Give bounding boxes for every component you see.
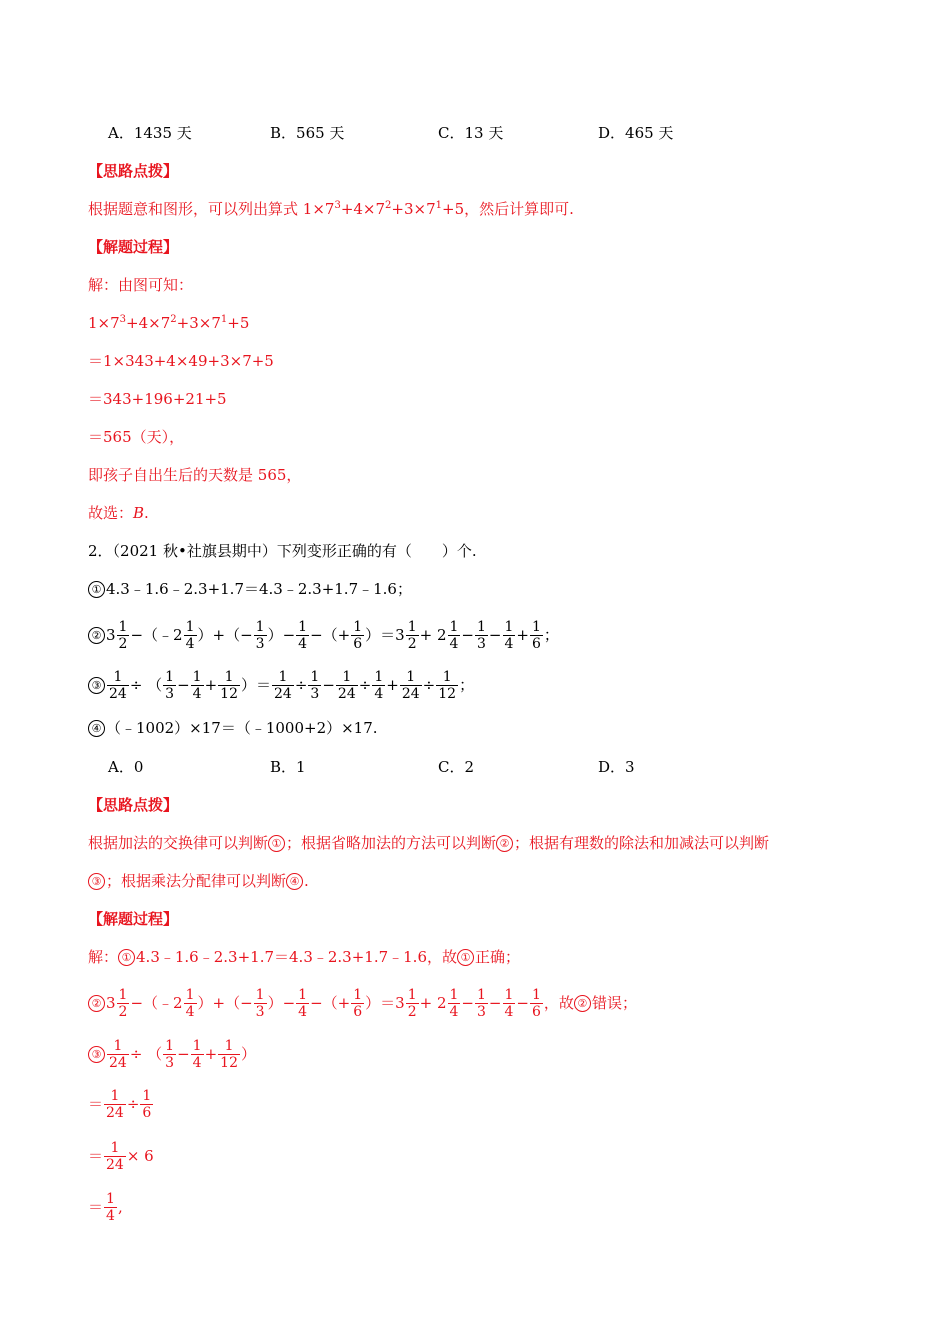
q2-option-d: D．3 <box>598 758 635 776</box>
q1-solution-step2: ＝343+196+21+5 <box>88 390 227 408</box>
q1-solution-intro: 解：由图可知： <box>88 276 194 294</box>
q1-solution-step3: ＝565（天）， <box>88 428 185 446</box>
q2-solution-step-6: ＝ $\frac{1}{4}$ , <box>88 1190 123 1224</box>
q2-solution-step-2: ② 3 $\frac{1}{2}$ −（﹣2 $\frac{1}{4}$ ）+（− $\frac{1}{3}$ ）− $\frac{1}{4}$ −（+ $\frac{1}{6}$ ）＝3 $\frac{1}{2}$ + 2 $\frac{1}{4}$ − $\frac{1}{3}$ − $\frac{1}{4}$ − $\frac{1}{6}$ ，故 ② 错误； <box>88 984 637 1022</box>
circled-number-2: ② <box>88 627 105 644</box>
q1-solution-step1: ＝1×343+4×49+3×7+5 <box>88 352 274 370</box>
q1-answer-letter: B <box>133 504 145 522</box>
q1-solution-answer: 故选：B. <box>88 504 149 522</box>
q1-option-d: D．465 天 <box>598 124 674 142</box>
q2-option-a: A．0 <box>108 758 144 776</box>
q2-item-4: ④ （﹣1002）×17＝（﹣1000+2）×17. <box>88 718 378 738</box>
q1-option-b: B．565 天 <box>270 124 345 142</box>
q2-solution-step-1: 解： ① 4.3﹣1.6﹣2.3+1.7＝4.3﹣2.3+1.7﹣1.6，故 ① 正确； <box>88 948 521 966</box>
q2-option-b: B．1 <box>270 758 306 776</box>
q2-solution-step-3: ③ $\frac{1}{24}$ ÷ （ $\frac{1}{3}$ − $\frac{1}{4}$ + $\frac{1}{12}$ ） <box>88 1035 256 1073</box>
q2-option-c: C．2 <box>438 758 475 776</box>
q1-solution-heading: 【解题过程】 <box>88 238 179 256</box>
q2-item-3: ③ $\frac{1}{24}$ ÷ （ $\frac{1}{3}$ − $\frac{1}{4}$ + $\frac{1}{12}$ ）＝ $\frac{1}{24}$ ÷ $\frac{1}{3}$ − $\frac{1}{24}$ ÷ $\frac{1}{4}$ + $\frac{1}{24}$ ÷ $\frac{1}{12}$ ； <box>88 666 474 704</box>
q2-hint-line2: ③ ；根据乘法分配律可以判断 ④ . <box>88 871 309 891</box>
q1-option-a: A．1435 天 <box>108 124 192 142</box>
q1-solution-expression: $1\times 7^3+4\times 7^2+3\times 7^1+5$ <box>88 314 250 332</box>
q2-item-2: ② 3 $\frac{1}{2}$ −（﹣2 $\frac{1}{4}$ ）+（− $\frac{1}{3}$ ）− $\frac{1}{4}$ −（+ $\frac{1}{6}$ ）＝3 $\frac{1}{2}$ + 2 $\frac{1}{4}$ − $\frac{1}{3}$ − $\frac{1}{4}$ + $\frac{1}{6}$ ； <box>88 616 559 654</box>
q2-solution-step-4: ＝ $\frac{1}{24}$ ÷ $\frac{1}{6}$ <box>88 1087 152 1121</box>
circled-number-1: ① <box>88 581 105 598</box>
q2-solution-step-5: ＝ $\frac{1}{24}$ × 6 <box>88 1139 154 1173</box>
q2-hint-line1: 根据加法的交换律可以判断 ① ；根据省略加法的方法可以判断 ② ；根据有理数的除法和加减法可以判断 <box>88 834 770 852</box>
q1-hint-text: 根据题意和图形，可以列出算式 $1\times 7^3+4\times 7^2+3\times 7^1+5$，然后计算即可. <box>88 200 574 218</box>
q1-solution-conclusion: 即孩子自出生后的天数是 565， <box>88 466 302 484</box>
q2-hint-heading: 【思路点拨】 <box>88 796 179 814</box>
q1-option-c: C．13 天 <box>438 124 504 142</box>
q1-hint-heading: 【思路点拨】 <box>88 162 179 180</box>
circled-number-3: ③ <box>88 677 105 694</box>
q2-item-1: ① 4.3﹣1.6﹣2.3+1.7＝4.3﹣2.3+1.7﹣1.6； <box>88 579 412 599</box>
q2-solution-heading: 【解题过程】 <box>88 910 179 928</box>
circled-number-4: ④ <box>88 720 105 737</box>
q2-stem: 2．（2021 秋•社旗县期中）下列变形正确的有（ ）个. <box>88 542 477 560</box>
